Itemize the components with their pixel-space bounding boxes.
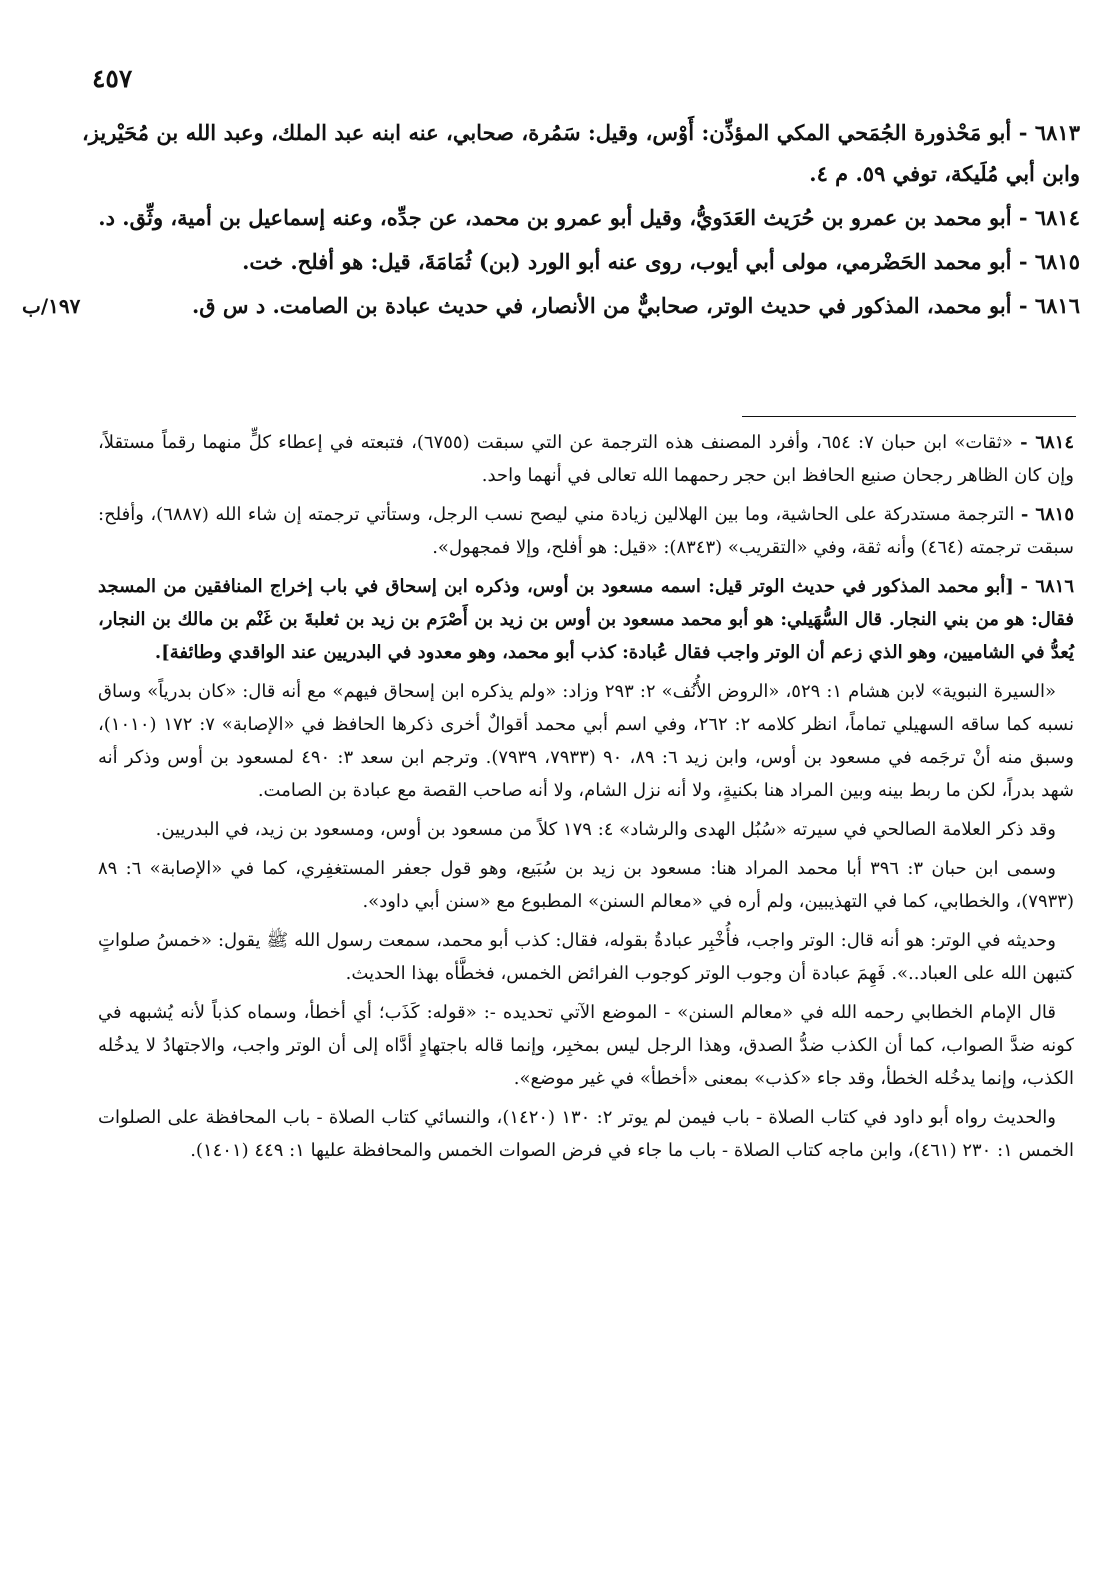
footnote-6815 [98,498,1074,564]
footnote-separator [742,416,1076,417]
footnote-paragraph: وسمى ابن حبان ٣: ٣٩٦ أبا محمد المراد هنا: مسعود بن زيد بن سُبَيع، وهو قول جعفر المستغفِري، كما في «الإصابة» ٦: ٨٩ (٧٩٣٣)، والخطابي، كما في التهذيبين، ولم أره في «معالم السنن» المطبوع مع «سنن أبي داود». [98,858,1074,912]
footnote-number: ٦٨١٤ - [1020,432,1074,453]
entry-text: أبو محمد، المذكور في حديث الوتر، صحابيٌّ من الأنصار، في حديث عبادة بن الصامت. د س ق. [191,293,1012,318]
footnote-paragraph: قال الإمام الخطابي رحمه الله في «معالم السنن» - الموضع الآتي تحديده -: «قوله: كَذَب؛ أي أخطأ، وسماه كذباً لأنه يُشبهه في كونه ضدَّ الصواب، كما أن الكذب ضدُّ الصدق، وهذا الرجل ليس بمخبِر، وإنما قاله باجتهادٍ أدَّاه إلى أن الوتر واجب، والاجتهادُ لا يدخُله الكذب، وإنما يدخُله الخطأ، وقد جاء «كذب» بمعنى «أخطأ» في غير موضع». [98,1002,1074,1089]
footnote-paragraph: وحديثه في الوتر: هو أنه قال: الوتر واجب، فأُخْبِر عبادةُ بقوله، فقال: كذب أبو محمد، سمعت رسول الله ﷺ يقول: «خمسُ صلواتٍ كتبهن الله على العباد..». فَهِمَ عبادة أن وجوب الوتر كوجوب الفرائض الخمس، فخطَّأه بهذا الحديث. [98,930,1074,984]
page-number: ٤٥٧ [92,64,133,93]
footnote-text: الترجمة مستدركة على الحاشية، وما بين الهلالين زيادة مني ليصح نسب الرجل، وستأتي ترجمته إن شاء الله (٦٨٨٧)، وأفلح: سبقت ترجمته (٤٦٤) وأنه ثقة، وفي «التقريب» (٨٣٤٣): «قيل: هو أفلح، وإلا فمجهول». [98,504,1074,558]
footnote-number: ٦٨١٦ - [1020,576,1074,597]
entry-6816 [82,285,1080,326]
entry-number: ٦٨١٤ - [1018,205,1080,230]
entry-text: أبو محمد الحَضْرمي، مولى أبي أيوب، روى عنه أبو الورد (بن) ثُمَامَةَ، قيل: هو أفلح. خت. [242,249,1012,274]
footnote-paragraph: والحديث رواه أبو داود في كتاب الصلاة - باب فيمن لم يوتر ٢: ١٣٠ (١٤٢٠)، والنسائي كتاب الصلاة - باب المحافظة على الصلوات الخمس ١: ٢٣٠ (٤٦١)، وابن ماجه كتاب الصلاة - باب ما جاء في فرض الصوات الخمس والمحافظة عليها ١: ٤٤٩ (١٤٠١). [98,1107,1074,1161]
entry-6814 [82,197,1080,238]
entry-6815 [82,241,1080,282]
footnote-6814 [98,426,1074,492]
main-entries [82,112,1080,329]
entry-text: أبو محمد بن عمرو بن حُرَيث العَدَويُّ، وقيل أبو عمرو بن محمد، عن جدِّه، وعنه إسماعيل بن أمية، وثِّق. د. [98,205,1012,230]
entry-6813 [82,112,1080,194]
footnote-paragraph: «السيرة النبوية» لابن هشام ١: ٥٢٩، «الروض الأُنُف» ٢: ٢٩٣ وزاد: «ولم يذكره ابن إسحاق فيهم» مع أنه قال: «كان بدرياً» وساق نسبه كما ساقه السهيلي تماماً، انظر كلامه ٢: ٢٦٢، وفي اسم أبي محمد أقوالٌ أخرى ذكرها الحافظ في «الإصابة» ٧: ١٧٢ (١٠١٠)، وسبق منه أنْ ترجَمه في مسعود بن أوس، وابن زيد ٦: ٨٩، ٩٠ (٧٩٣٣، ٧٩٣٩). وترجم ابن سعد ٣: ٤٩٠ لمسعود بن أوس وذكر أنه شهد بدراً، لكن ما ربط بينه وبين المراد هنا بكنيةٍ، ولا أنه نزل الشام، ولا أنه صاحب القصة مع عبادة بن الصامت. [98,681,1074,801]
entry-text: أبو مَحْذورة الجُمَحي المكي المؤذِّن: أَوْس، وقيل: سَمُرة، صحابي، عنه ابنه عبد الملك، وعبد الله بن مُحَيْريز، وابن أبي مُلَيكة، توفي ٥٩. م ٤. [82,120,1080,186]
footnote-6816 [98,570,1074,669]
entry-number: ٦٨١٥ - [1018,249,1080,274]
folio-mark: ١٩٧/ب [22,294,81,318]
footnote-text: «ثقات» ابن حبان ٧: ٦٥٤، وأفرد المصنف هذه الترجمة عن التي سبقت (٦٧٥٥)، فتبعته في إعطاء كلٍّ منهما رقماً مستقلاً، وإن كان الظاهر رجحان صنيع الحافظ ابن حجر رحمهما الله تعالى في أنهما واحد. [98,432,1074,486]
footnotes [98,426,1074,1173]
footnote-lead: [أبو محمد المذكور في حديث الوتر قيل: اسمه مسعود بن أوس، وذكره ابن إسحاق في باب إخراج المنافقين من المسجد فقال: هو من بني النجار. قال السُّهَيلي: هو أبو محمد مسعود بن أوس بن زيد بن أَصْرَم بن زيد بن ثعلبةَ بن غَنْم بن مالك بن النجار، يُعدُّ في الشاميين، وهو الذي زعم أن الوتر واجب فقال عُبادة: كذب أبو محمد، وهو معدود في البدريين عند الواقدي وطائفة]. [98,576,1074,663]
entry-number: ٦٨١٣ - [1018,120,1080,145]
footnote-number: ٦٨١٥ - [1020,504,1074,525]
footnote-paragraph: وقد ذكر العلامة الصالحي في سيرته «سُبُل الهدى والرشاد» ٤: ١٧٩ كلاً من مسعود بن أوس، ومسعود بن زيد، في البدريين. [155,819,1056,840]
entry-number: ٦٨١٦ - [1018,293,1080,318]
